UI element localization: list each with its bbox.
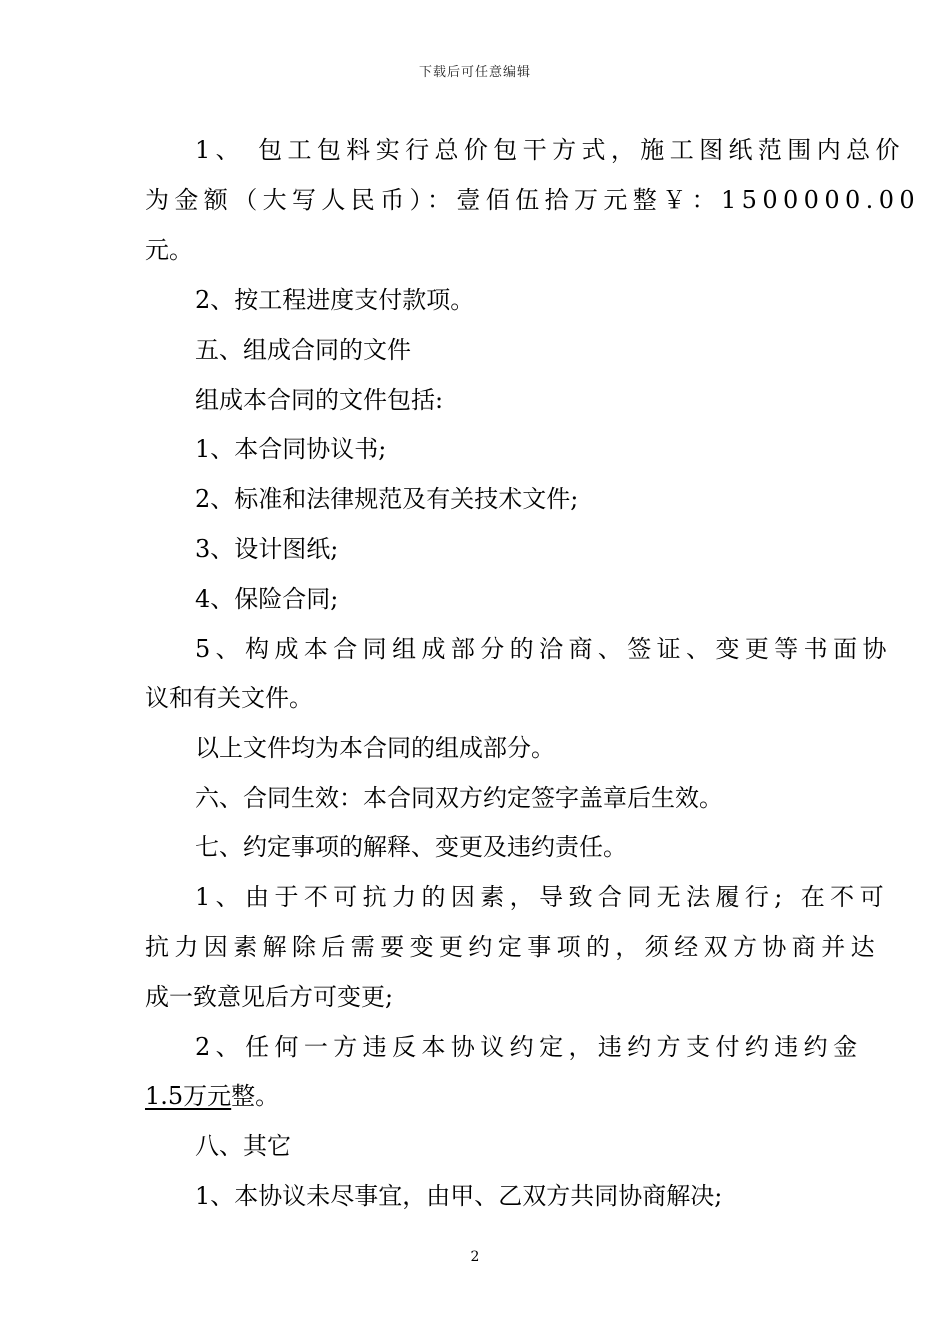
paragraph: 组成本合同的文件包括: bbox=[195, 386, 444, 414]
list-item bbox=[145, 1079, 279, 1113]
list-item: 1、本协议未尽事宜，由甲、乙双方共同协商解决; bbox=[195, 1182, 723, 1210]
list-item: 1、由于不可抗力的因素，导致合同无法履行; 在不可 bbox=[195, 883, 889, 911]
list-item: 3、设计图纸; bbox=[195, 535, 339, 563]
section-heading: 八、其它 bbox=[195, 1132, 291, 1160]
paragraph: 以上文件均为本合同的组成部分。 bbox=[195, 734, 555, 762]
page-header: 下载后可任意编辑 bbox=[418, 65, 531, 80]
list-item: 成一致意见后方可变更; bbox=[145, 983, 394, 1011]
paragraph: 2、按工程进度支付款项。 bbox=[195, 286, 475, 314]
section-heading: 五、组成合同的文件 bbox=[195, 336, 411, 364]
list-item: 抗力因素解除后需要变更约定事项的，须经双方协商并达 bbox=[145, 933, 880, 961]
penalty-suffix: 整。 bbox=[231, 1082, 280, 1110]
paragraph-line: 为金额（大写人民币）：壹佰伍拾万元整￥：1500000.00 bbox=[145, 186, 921, 214]
list-item: 2、标准和法律规范及有关技术文件; bbox=[195, 485, 579, 513]
page-number: 2 bbox=[470, 1249, 480, 1265]
paragraph-line: 1、 包工包料实行总价包干方式，施工图纸范围内总价 bbox=[195, 136, 905, 164]
penalty-amount: 1.5万元 bbox=[145, 1082, 232, 1110]
list-item: 5、构成本合同组成部分的洽商、签证、变更等书面协 bbox=[195, 635, 892, 663]
section-heading: 七、约定事项的解释、变更及违约责任。 bbox=[195, 833, 627, 861]
paragraph-line: 元。 bbox=[145, 236, 193, 264]
list-item: 4、保险合同; bbox=[195, 585, 339, 613]
list-item: 1、本合同协议书; bbox=[195, 435, 387, 463]
list-item: 2、任何一方违反本协议约定，违约方支付约违约金 bbox=[195, 1033, 863, 1061]
list-item: 议和有关文件。 bbox=[145, 684, 313, 712]
section-heading: 六、合同生效：本合同双方约定签字盖章后生效。 bbox=[195, 784, 723, 812]
